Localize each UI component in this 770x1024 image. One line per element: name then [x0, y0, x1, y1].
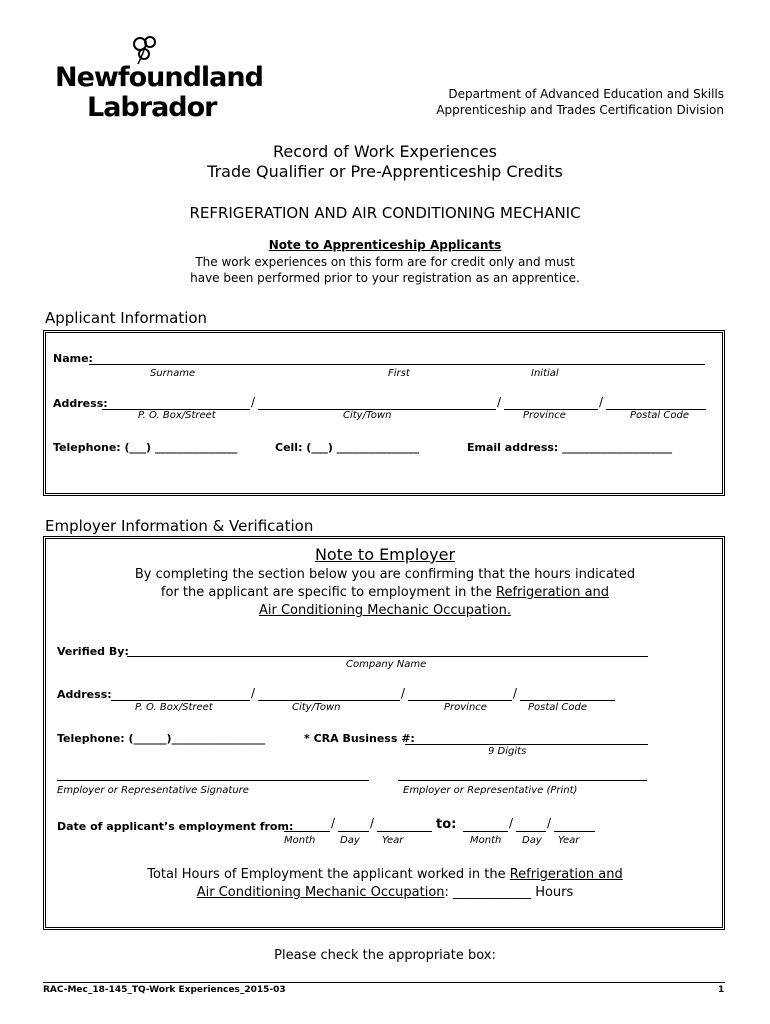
applicant-section-title: Applicant Information	[45, 309, 208, 327]
cell-field[interactable]: Cell: (___) _______________	[275, 441, 420, 454]
date-separator: /	[370, 816, 375, 830]
cra-field[interactable]	[405, 744, 648, 745]
address-separator: /	[401, 686, 406, 700]
date-separator: /	[331, 816, 336, 830]
pobox-caption: P. O. Box/Street	[138, 410, 216, 421]
surname-caption: Surname	[150, 368, 196, 379]
from-day-field[interactable]	[338, 831, 369, 832]
date-separator: /	[509, 816, 514, 830]
employer-province-caption: Province	[444, 702, 487, 713]
employer-city-field[interactable]	[258, 700, 400, 701]
to-year-caption: Year	[558, 835, 580, 846]
note-employer-line1: By completing the section below you are confirming that the hours indicated	[134, 567, 636, 582]
address-separator: /	[497, 395, 502, 409]
to-month-caption: Month	[470, 835, 502, 846]
trade-title: REFRIGERATION AND AIR CONDITIONING MECHANIC	[189, 204, 581, 222]
check-box-instruction: Please check the appropriate box:	[274, 948, 496, 963]
verified-by-field[interactable]	[127, 656, 648, 657]
footer-divider	[43, 982, 725, 983]
city-caption: City/Town	[343, 410, 392, 421]
employer-telephone-field[interactable]: Telephone: (______)_________________	[57, 732, 266, 745]
cra-label: * CRA Business #:	[304, 732, 415, 745]
form-title: Record of Work Experiences	[272, 142, 498, 161]
initial-caption: Initial	[531, 368, 559, 379]
form-subtitle: Trade Qualifier or Pre-Apprenticeship Credits	[207, 162, 563, 181]
first-caption: First	[388, 368, 410, 379]
province-caption: Province	[523, 410, 566, 421]
address-separator: /	[251, 686, 256, 700]
postal-caption: Postal Code	[630, 410, 689, 421]
total-hours-line2[interactable]: Air Conditioning Mechanic Occupation: ____________ Hours	[196, 885, 574, 900]
department-heading: Department of Advanced Education and Skills Apprenticeship and Trades Certification Division	[436, 87, 724, 117]
company-caption: Company Name	[346, 659, 427, 670]
digits-caption: 9 Digits	[488, 746, 527, 757]
address-separator: /	[513, 686, 518, 700]
note-applicants-line2: have been performed prior to your registration as an apprentice.	[190, 271, 580, 285]
telephone-field[interactable]: Telephone: (___) _______________	[53, 441, 238, 454]
footer-page-number: 1	[718, 985, 725, 995]
address-separator: /	[251, 395, 256, 409]
name-field[interactable]	[89, 364, 705, 365]
to-month-field[interactable]	[463, 831, 508, 832]
date-separator: /	[547, 816, 552, 830]
employer-postal-field[interactable]	[520, 700, 615, 701]
note-employer-line3: Air Conditioning Mechanic Occupation.	[259, 603, 511, 618]
note-employer-heading: Note to Employer	[314, 545, 456, 564]
employer-province-field[interactable]	[408, 700, 512, 701]
footer-form-code: RAC-Mec_18-145_TQ-Work Experiences_2015-03	[43, 985, 286, 995]
to-day-field[interactable]	[516, 831, 546, 832]
note-employer-line2: for the applicant are specific to employment in the Refrigeration and	[160, 585, 610, 600]
from-month-field[interactable]	[284, 831, 330, 832]
to-label: to:	[436, 817, 457, 832]
note-applicants-line1: The work experiences on this form are for credit only and must	[195, 255, 575, 269]
employment-dates-label: Date of applicant’s employment from:	[57, 820, 294, 833]
email-field[interactable]: Email address: ____________________	[467, 441, 673, 454]
verified-by-label: Verified By:	[57, 645, 129, 658]
from-month-caption: Month	[284, 835, 316, 846]
address-separator: /	[599, 395, 604, 409]
name-label: Name:	[53, 352, 93, 365]
signature-field[interactable]	[57, 780, 369, 781]
employer-postal-caption: Postal Code	[528, 702, 587, 713]
employer-pobox-field[interactable]	[111, 700, 250, 701]
to-day-caption: Day	[522, 835, 542, 846]
employer-city-caption: City/Town	[292, 702, 341, 713]
print-caption: Employer or Representative (Print)	[403, 785, 578, 796]
employer-address-label: Address:	[57, 688, 112, 701]
signature-caption: Employer or Representative Signature	[57, 785, 249, 796]
address-label: Address:	[53, 397, 108, 410]
employer-pobox-caption: P. O. Box/Street	[135, 702, 213, 713]
from-year-field[interactable]	[377, 831, 432, 832]
to-year-field[interactable]	[554, 831, 595, 832]
from-year-caption: Year	[382, 835, 404, 846]
note-applicants-heading: Note to Apprenticeship Applicants	[268, 238, 502, 252]
logo-text-labrador: Labrador	[87, 92, 217, 123]
print-name-field[interactable]	[398, 780, 647, 781]
logo-text-newfoundland: Newfoundland	[55, 62, 263, 93]
total-hours-line1: Total Hours of Employment the applicant worked in the Refrigeration and	[147, 867, 623, 882]
from-day-caption: Day	[340, 835, 360, 846]
employer-section-title: Employer Information & Verification	[45, 517, 314, 535]
